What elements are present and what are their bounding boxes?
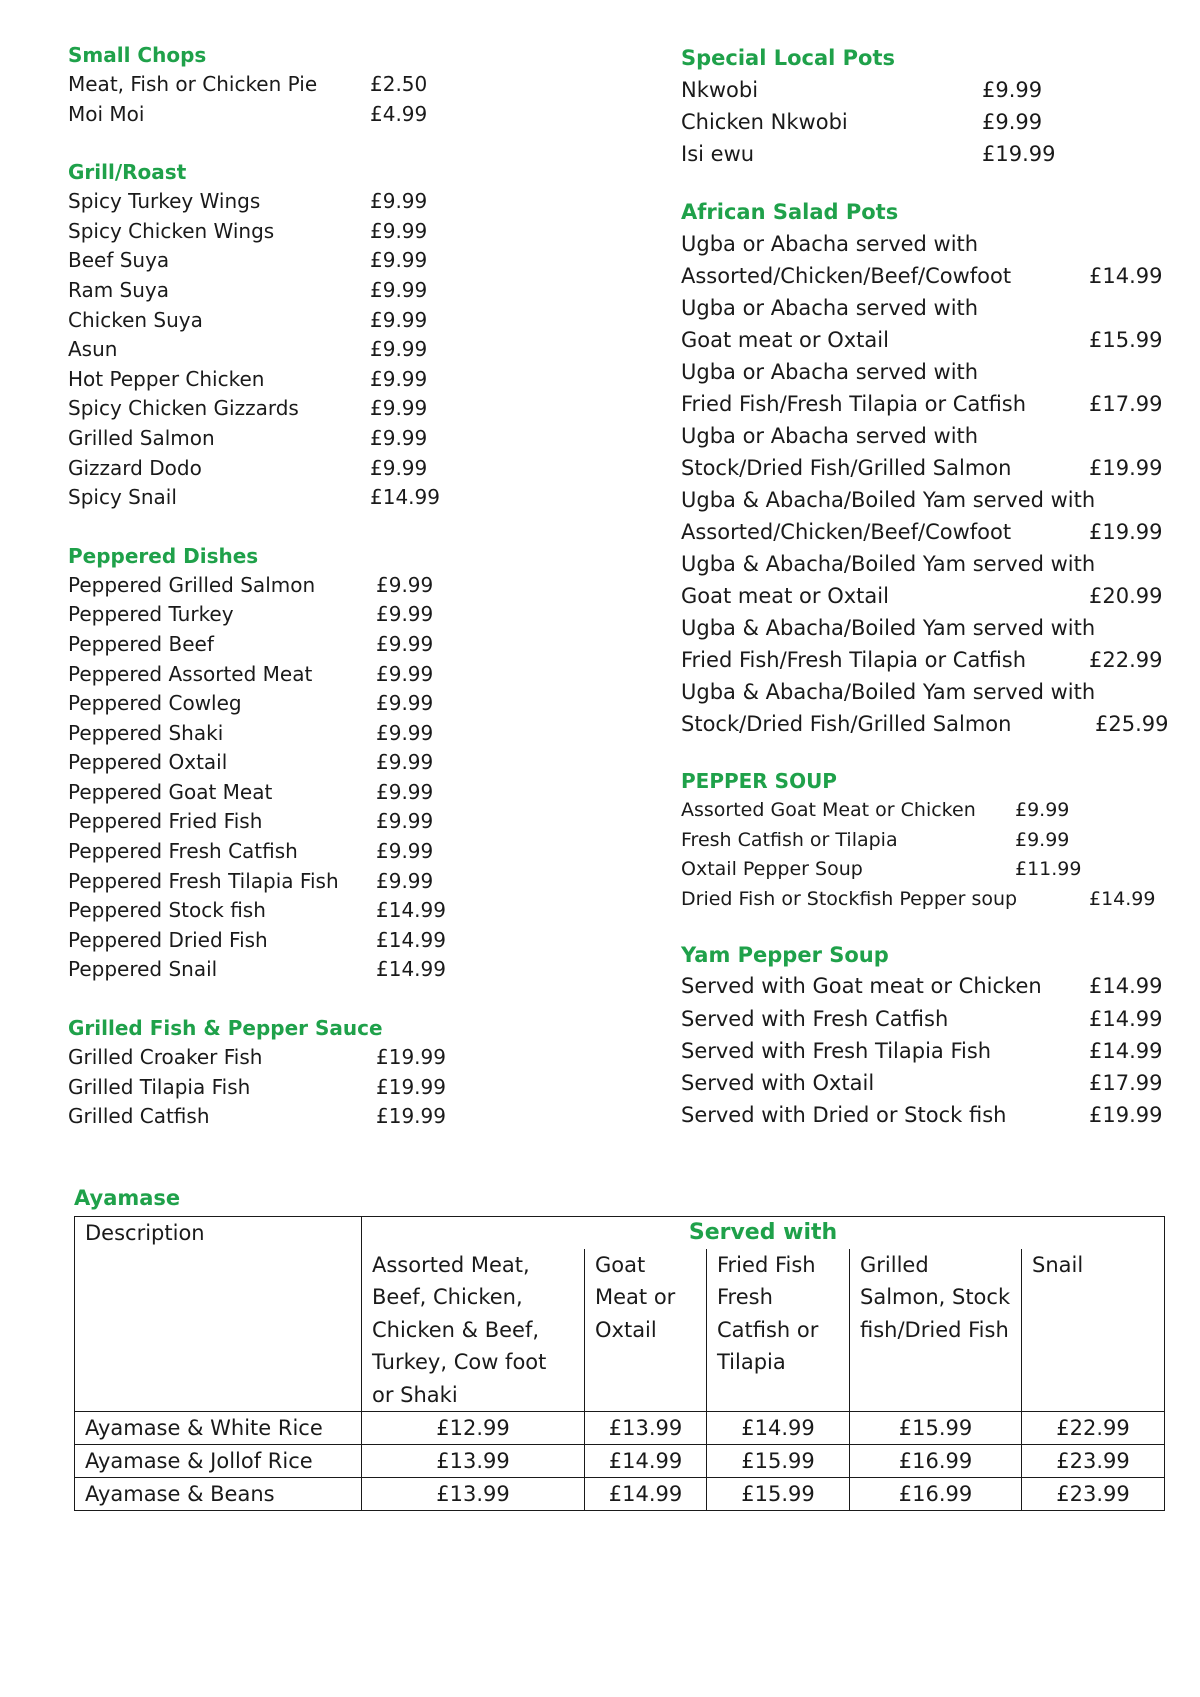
item-name: Peppered Beef <box>68 631 214 656</box>
item-name: Ugba & Abacha/Boiled Yam served with <box>681 488 1096 512</box>
item-price: £2.50 <box>370 72 428 96</box>
menu-line <box>681 676 1181 708</box>
item-price: £9.99 <box>376 572 434 597</box>
menu-item <box>68 246 468 276</box>
menu-line <box>681 260 1181 292</box>
menu-item <box>68 483 468 513</box>
item-name: Peppered Assorted Meat <box>68 661 313 686</box>
menu-line <box>681 516 1181 548</box>
item-price: £9.99 <box>370 189 428 214</box>
menu-item <box>68 571 468 601</box>
dish-cell: Ayamase & White Rice <box>75 1412 362 1445</box>
item-price: £19.99 <box>1089 456 1163 480</box>
item-name: Asun <box>68 337 118 362</box>
item-name: Ugba or Abacha served with <box>681 296 979 320</box>
ayamase-table <box>74 1216 1165 1511</box>
item-name: Served with Fresh Catfish <box>681 1006 949 1031</box>
item-price: £17.99 <box>1089 392 1163 416</box>
menu-item <box>68 306 468 336</box>
section-heading: Peppered Dishes <box>68 543 259 568</box>
menu-item <box>681 855 1181 885</box>
item-price: £9.99 <box>376 868 434 893</box>
item-price: £9.99 <box>370 218 428 243</box>
item-name: Assorted/Chicken/Beef/Cowfoot <box>681 520 1012 544</box>
item-price: £9.99 <box>376 720 434 745</box>
menu-item <box>68 748 468 778</box>
pepper-soup-section <box>681 766 1181 914</box>
served-with-header: Served with <box>362 1217 1165 1250</box>
item-price: £9.99 <box>370 277 428 302</box>
menu-item <box>68 187 468 217</box>
item-name: Spicy Snail <box>68 485 177 510</box>
item-price: £14.99 <box>1089 1038 1163 1063</box>
item-name: Assorted Goat Meat or Chicken <box>681 799 976 821</box>
menu-item <box>681 1003 1181 1035</box>
price-cell: £23.99 <box>1022 1445 1165 1478</box>
table-row <box>75 1445 1165 1478</box>
item-price: £14.99 <box>376 898 446 923</box>
item-price: £9.99 <box>376 631 434 656</box>
table-row <box>75 1412 1165 1445</box>
price-cell: £14.99 <box>707 1412 850 1445</box>
menu-line <box>681 612 1181 644</box>
section-heading: Yam Pepper Soup <box>681 943 889 968</box>
menu-item <box>68 926 468 956</box>
item-price: £9.99 <box>1015 799 1070 821</box>
item-price: £19.99 <box>1089 520 1163 544</box>
item-name: Gizzard Dodo <box>68 455 202 480</box>
item-name: Peppered Dried Fish <box>68 927 268 952</box>
item-price: £17.99 <box>1089 1070 1163 1095</box>
menu-line <box>681 644 1181 676</box>
price-cell: £22.99 <box>1022 1412 1165 1445</box>
item-name: Spicy Chicken Gizzards <box>68 396 299 421</box>
menu-item <box>68 807 468 837</box>
item-price: £9.99 <box>376 779 434 804</box>
option-header: Goat Meat or Oxtail <box>585 1249 707 1412</box>
menu-item <box>68 424 468 454</box>
dish-cell: Ayamase & Jollof Rice <box>75 1445 362 1478</box>
item-price: £14.99 <box>1089 887 1156 910</box>
item-name: Stock/Dried Fish/Grilled Salmon <box>681 456 1012 480</box>
dish-cell: Ayamase & Beans <box>75 1478 362 1511</box>
price-cell: £15.99 <box>850 1412 1022 1445</box>
menu-item <box>68 896 468 926</box>
section-heading: Small Chops <box>68 43 207 67</box>
item-price: £14.99 <box>1089 974 1163 999</box>
item-name: Peppered Goat Meat <box>68 779 273 804</box>
item-name: Moi Moi <box>68 101 145 126</box>
item-name: Served with Goat meat or Chicken <box>681 974 1042 999</box>
item-name: Spicy Turkey Wings <box>68 189 261 214</box>
menu-item <box>68 867 468 897</box>
item-price: £14.99 <box>376 957 446 982</box>
menu-item <box>68 1073 468 1103</box>
item-name: Nkwobi <box>681 78 759 102</box>
item-name: Spicy Chicken Wings <box>68 218 275 243</box>
item-price: £25.99 <box>1095 712 1169 736</box>
item-name: Peppered Turkey <box>68 602 234 627</box>
item-price: £15.99 <box>1089 328 1163 352</box>
section-heading: African Salad Pots <box>681 200 899 224</box>
item-name: Ugba & Abacha/Boiled Yam served with <box>681 680 1096 704</box>
item-name: Served with Dried or Stock fish <box>681 1103 1007 1128</box>
section-heading: PEPPER SOUP <box>681 769 837 793</box>
item-price: £9.99 <box>370 307 428 332</box>
menu-item <box>68 719 468 749</box>
price-cell: £16.99 <box>850 1478 1022 1511</box>
option-header: Assorted Meat, Beef, Chicken, Chicken & Beef, Turkey, Cow foot or Shaki <box>362 1249 585 1412</box>
table-row <box>75 1478 1165 1511</box>
item-name: Hot Pepper Chicken <box>68 366 265 391</box>
item-name: Stock/Dried Fish/Grilled Salmon <box>681 712 1012 736</box>
item-price: £14.99 <box>1089 1006 1163 1031</box>
item-price: £14.99 <box>370 485 440 510</box>
option-header: Snail <box>1022 1249 1165 1412</box>
small-chops-section <box>68 40 468 129</box>
ayamase-heading: Ayamase <box>74 1186 181 1210</box>
item-price: £9.99 <box>376 809 434 834</box>
price-cell: £12.99 <box>362 1412 585 1445</box>
item-name: Grilled Catfish <box>68 1104 210 1129</box>
item-name: Peppered Fresh Tilapia Fish <box>68 868 339 893</box>
item-name: Peppered Fried Fish <box>68 809 263 834</box>
description-header: Description <box>75 1217 362 1412</box>
item-price: £9.99 <box>982 78 1043 102</box>
menu-item <box>68 660 468 690</box>
item-price: £19.99 <box>376 1104 446 1129</box>
item-price: £9.99 <box>370 455 428 480</box>
item-name: Ugba & Abacha/Boiled Yam served with <box>681 552 1096 576</box>
menu-item <box>681 1067 1181 1099</box>
item-price: £9.99 <box>370 425 428 450</box>
menu-item <box>68 600 468 630</box>
item-price: £9.99 <box>1015 828 1070 851</box>
item-name: Grilled Salmon <box>68 425 215 450</box>
menu-line <box>681 388 1181 420</box>
menu-line <box>681 452 1181 484</box>
menu-line <box>681 580 1181 612</box>
item-price: £14.99 <box>376 927 446 952</box>
item-name: Ugba or Abacha served with <box>681 360 979 384</box>
item-name: Chicken Suya <box>68 307 203 332</box>
price-cell: £13.99 <box>362 1445 585 1478</box>
item-price: £19.99 <box>1089 1103 1163 1128</box>
item-name: Fried Fish/Fresh Tilapia or Catfish <box>681 392 1027 416</box>
item-price: £9.99 <box>376 750 434 775</box>
item-price: £20.99 <box>1089 584 1163 608</box>
african-salad-pots-section <box>681 196 1181 740</box>
item-price: £9.99 <box>370 396 428 421</box>
menu-item <box>68 955 468 985</box>
price-cell: £23.99 <box>1022 1478 1165 1511</box>
item-name: Dried Fish or Stockfish Pepper soup <box>681 887 1018 910</box>
item-name: Peppered Shaki <box>68 720 224 745</box>
item-name: Isi ewu <box>681 142 755 166</box>
price-cell: £14.99 <box>585 1445 707 1478</box>
menu-line <box>681 484 1181 516</box>
item-name: Goat meat or Oxtail <box>681 328 889 352</box>
item-name: Peppered Stock fish <box>68 898 266 923</box>
item-name: Ugba or Abacha served with <box>681 424 979 448</box>
menu-line <box>681 356 1181 388</box>
option-header: Grilled Salmon, Stock fish/Dried Fish <box>850 1249 1022 1412</box>
menu-item <box>681 1035 1181 1067</box>
menu-line <box>681 324 1181 356</box>
peppered-dishes-section <box>68 541 468 985</box>
option-header: Fried Fish Fresh Catfish or Tilapia <box>707 1249 850 1412</box>
item-name: Peppered Oxtail <box>68 750 228 775</box>
menu-item <box>681 74 1181 106</box>
item-name: Goat meat or Oxtail <box>681 584 889 608</box>
item-name: Grilled Croaker Fish <box>68 1045 263 1070</box>
item-name: Ram Suya <box>68 277 170 302</box>
menu-item <box>68 1043 468 1073</box>
menu-item <box>681 1099 1181 1131</box>
item-name: Served with Fresh Tilapia Fish <box>681 1038 992 1063</box>
item-price: £22.99 <box>1089 648 1163 672</box>
item-price: £9.99 <box>982 110 1043 134</box>
item-name: Beef Suya <box>68 248 170 273</box>
item-name: Peppered Snail <box>68 957 218 982</box>
item-name: Served with Oxtail <box>681 1070 875 1095</box>
menu-item <box>68 100 468 130</box>
menu-item <box>681 106 1181 138</box>
price-cell: £13.99 <box>585 1412 707 1445</box>
item-name: Meat, Fish or Chicken Pie <box>68 72 318 96</box>
item-price: £4.99 <box>370 101 428 126</box>
menu-item <box>68 778 468 808</box>
menu-item <box>68 630 468 660</box>
item-name: Peppered Fresh Catfish <box>68 839 298 864</box>
item-name: Peppered Grilled Salmon <box>68 572 316 597</box>
menu-item <box>681 796 1181 826</box>
section-heading: Grill/Roast <box>68 160 187 185</box>
special-local-pots-section <box>681 42 1181 170</box>
item-price: £19.99 <box>376 1074 446 1099</box>
menu-item <box>68 70 468 100</box>
item-price: £9.99 <box>370 248 428 273</box>
grill-roast-section <box>68 157 468 513</box>
menu-line <box>681 292 1181 324</box>
grilled-fish-section <box>68 1013 468 1132</box>
menu-line <box>681 548 1181 580</box>
item-name: Grilled Tilapia Fish <box>68 1074 251 1099</box>
section-heading: Special Local Pots <box>681 46 896 70</box>
menu-line <box>681 420 1181 452</box>
item-name: Ugba & Abacha/Boiled Yam served with <box>681 616 1096 640</box>
item-name: Fresh Catfish or Tilapia <box>681 828 898 851</box>
section-heading: Grilled Fish & Pepper Sauce <box>68 1016 383 1041</box>
price-cell: £15.99 <box>707 1478 850 1511</box>
item-price: £19.99 <box>982 142 1056 166</box>
price-cell: £15.99 <box>707 1445 850 1478</box>
item-price: £14.99 <box>1089 264 1163 288</box>
menu-item <box>68 394 468 424</box>
item-price: £11.99 <box>1015 858 1082 881</box>
price-cell: £14.99 <box>585 1478 707 1511</box>
item-name: Oxtail Pepper Soup <box>681 858 863 881</box>
menu-item <box>68 454 468 484</box>
item-name: Assorted/Chicken/Beef/Cowfoot <box>681 264 1012 288</box>
item-price: £9.99 <box>370 366 428 391</box>
menu-item <box>68 689 468 719</box>
item-name: Peppered Cowleg <box>68 691 242 716</box>
item-price: £9.99 <box>376 691 434 716</box>
price-cell: £16.99 <box>850 1445 1022 1478</box>
right-menu-column <box>681 42 1181 1161</box>
menu-item <box>68 365 468 395</box>
menu-item <box>68 276 468 306</box>
menu-item <box>681 970 1181 1002</box>
item-price: £19.99 <box>376 1045 446 1070</box>
menu-item <box>68 335 468 365</box>
item-price: £9.99 <box>376 661 434 686</box>
menu-item <box>681 138 1181 170</box>
item-price: £9.99 <box>376 602 434 627</box>
menu-line <box>681 708 1181 740</box>
item-price: £9.99 <box>376 839 434 864</box>
menu-item <box>68 1102 468 1132</box>
menu-item <box>68 217 468 247</box>
menu-line <box>681 228 1181 260</box>
item-price: £9.99 <box>370 337 428 362</box>
left-menu-column <box>68 40 468 1162</box>
menu-item <box>681 826 1181 856</box>
item-name: Ugba or Abacha served with <box>681 232 979 256</box>
yam-pepper-soup-section <box>681 940 1181 1131</box>
menu-item <box>681 885 1181 915</box>
price-cell: £13.99 <box>362 1478 585 1511</box>
table-header-row <box>75 1217 1165 1250</box>
menu-item <box>68 837 468 867</box>
item-name: Fried Fish/Fresh Tilapia or Catfish <box>681 648 1027 672</box>
item-name: Chicken Nkwobi <box>681 110 848 134</box>
